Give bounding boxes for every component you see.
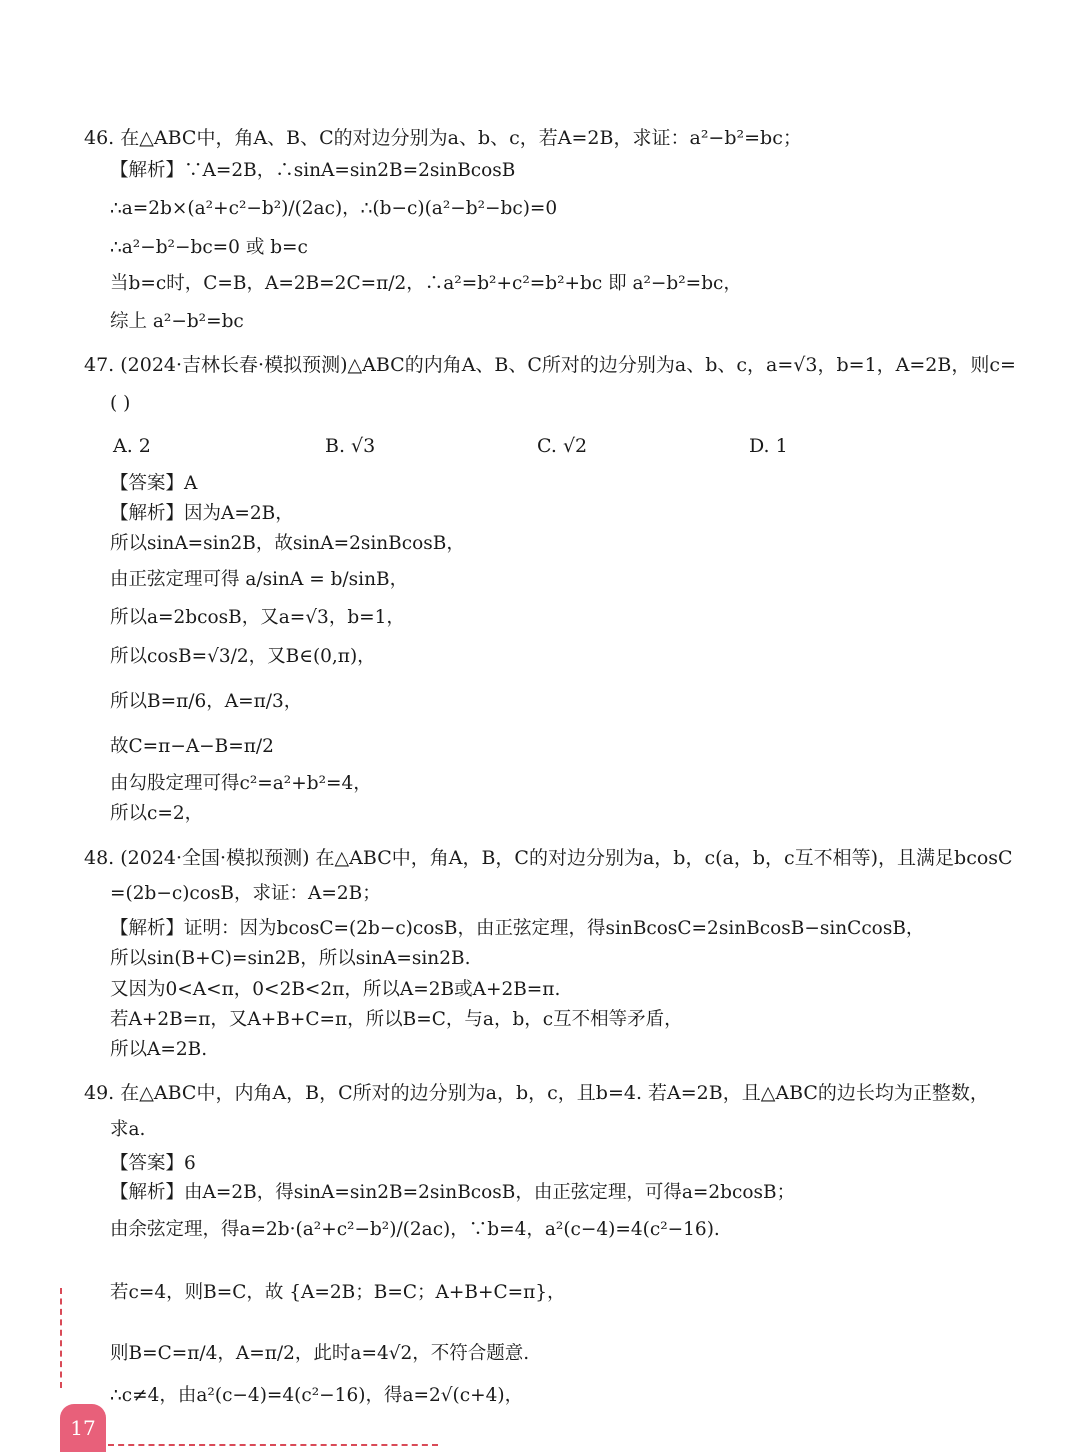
problem-48-stem: 48. (2024·全国·模拟预测) 在△ABC中，角A，B，C的对边分别为a，b，c(a，b，c互不相等)，且满足bcosC xyxy=(84,847,1013,869)
solution-line: 所以cosB=√3/2，又B∈(0,π)， xyxy=(110,646,376,667)
option-c: C. √2 xyxy=(537,435,588,457)
solution-line: 【解析】证明：因为bcosC=(2b−c)cosB，由正弦定理，得sinBcosC=2sinBcosB−sinCcosB， xyxy=(110,918,925,939)
solution-line: 故C=π−A−B=π/2 xyxy=(110,736,274,757)
solution-line: 所以sinA=sin2B，故sinA=2sinBcosB， xyxy=(110,533,465,554)
solution-line: 【解析】因为A=2B， xyxy=(110,503,294,524)
solution-line: ∴c≠4，由a²(c−4)=4(c²−16)，得a=2√(c+4)， xyxy=(110,1385,524,1406)
margin-dashed-line xyxy=(60,1288,62,1388)
solution-line: 【解析】∵A=2B，∴sinA=sin2B=2sinBcosB xyxy=(110,160,516,181)
solution-line: 所以A=2B. xyxy=(110,1039,208,1060)
solution-line: 若A+2B=π，又A+B+C=π，所以B=C，与a，b，c互不相等矛盾， xyxy=(110,1009,683,1030)
solution-line: 【解析】由A=2B，得sinA=sin2B=2sinBcosB，由正弦定理，可得a=2bcosB； xyxy=(110,1182,796,1203)
option-d: D. 1 xyxy=(749,435,788,457)
solution-line: 又因为0<A<π，0<2B<2π，所以A=2B或A+2B=π. xyxy=(110,979,561,1000)
footer-dashed-line xyxy=(108,1444,438,1446)
solution-line: 当b=c时，C=B，A=2B=2C=π/2，∴a²=b²+c²=b²+bc 即 a²−b²=bc， xyxy=(110,273,742,294)
solution-line: ∴a=2b×(a²+c²−b²)/(2ac)，∴(b−c)(a²−b²−bc)=0 xyxy=(110,198,558,219)
solution-line: 由勾股定理可得c²=a²+b²=4， xyxy=(110,773,372,794)
solution-line: 由余弦定理，得a=2b·(a²+c²−b²)/(2ac)，∵b=4，a²(c−4)=4(c²−16). xyxy=(110,1219,720,1240)
solution-line: 所以B=π/6，A=π/3， xyxy=(110,691,303,712)
solution-line: ∴a²−b²−bc=0 或 b=c xyxy=(110,237,308,258)
solution-line: 所以c=2， xyxy=(110,803,204,824)
answer-line: 【答案】6 xyxy=(110,1153,196,1174)
solution-line: 由正弦定理可得 a/sinA = b/sinB， xyxy=(110,569,409,590)
solution-line: 所以sin(B+C)=sin2B，所以sinA=sin2B. xyxy=(110,948,471,969)
answer-line: 【答案】A xyxy=(110,473,198,494)
problem-48-stem-cont: =(2b−c)cosB，求证：A=2B； xyxy=(110,883,381,904)
solution-line: 综上 a²−b²=bc xyxy=(110,311,244,332)
problem-49-stem-cont: 求a. xyxy=(110,1119,146,1140)
problem-47-stem: 47. (2024·吉林长春·模拟预测)△ABC的内角A、B、C所对的边分别为a、b、c，a=√3，b=1，A=2B，则c= xyxy=(84,354,1016,376)
option-a: A. 2 xyxy=(113,435,151,457)
problem-49-stem: 49. 在△ABC中，内角A，B，C所对的边分别为a，b，c，且b=4. 若A=2B，且△ABC的边长均为正整数， xyxy=(84,1082,989,1104)
answer-blank: ( ) xyxy=(110,393,131,414)
page-number-badge: 17 xyxy=(60,1404,106,1452)
problem-46-stem: 46. 在△ABC中，角A、B、C的对边分别为a、b、c，若A=2B，求证：a²−b²=bc； xyxy=(84,127,802,149)
solution-line: 则B=C=π/4，A=π/2，此时a=4√2，不符合题意. xyxy=(110,1343,530,1364)
solution-line: 若c=4，则B=C，故 {A=2B；B=C；A+B+C=π}， xyxy=(110,1282,566,1303)
option-b: B. √3 xyxy=(325,435,376,457)
solution-line: 所以a=2bcosB，又a=√3，b=1， xyxy=(110,607,405,628)
